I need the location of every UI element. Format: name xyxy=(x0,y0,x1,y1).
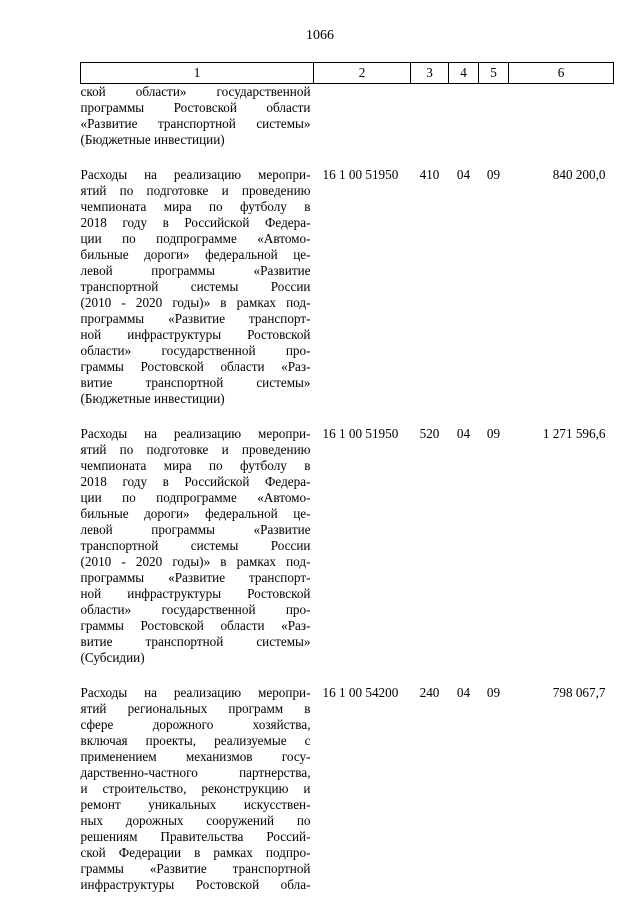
expense-description xyxy=(81,685,314,893)
amount-value: 840 200,0 xyxy=(552,167,606,182)
subsection-code: 09 xyxy=(486,426,501,441)
description-line: ции по подпрограмме «Автомо- xyxy=(80,231,311,246)
description-line: 2018 году в Российской Федера- xyxy=(80,215,311,230)
description-line: применением механизмов госу- xyxy=(80,749,311,764)
description-line: программы Ростовской области xyxy=(80,100,311,115)
description-line: и строительство, реконструкцию и xyxy=(80,781,311,796)
description-line: чемпионата мира по футболу в xyxy=(80,199,311,214)
description-line: сфере дорожного хозяйства, xyxy=(80,717,311,732)
description-line: Расходы на реализацию меропри- xyxy=(80,685,311,700)
row-spacer xyxy=(81,666,614,685)
description-line: (Бюджетные инвестиции) xyxy=(80,391,225,406)
budget-table xyxy=(80,62,614,893)
description-line: витие транспортной системы» xyxy=(80,375,311,390)
description-line: (2010 - 2020 годы)» в рамках под- xyxy=(80,295,311,310)
page-number: 1066 xyxy=(306,28,334,43)
description-line: 2018 году в Российской Федера- xyxy=(80,474,311,489)
column-header-3: 3 xyxy=(411,63,449,84)
expense-type-code xyxy=(411,84,449,149)
column-header-1: 1 xyxy=(81,63,314,84)
description-line: (Субсидии) xyxy=(80,650,145,665)
expense-description xyxy=(81,426,314,666)
expense-description xyxy=(81,84,314,149)
description-line: ной инфраструктуры Ростовской xyxy=(80,327,311,342)
section-code: 04 xyxy=(456,426,471,441)
amount-value: 798 067,7 xyxy=(552,685,606,700)
amount-value xyxy=(509,84,614,149)
description-line: левой программы «Развитие xyxy=(80,263,311,278)
description-line: транспортной системы России xyxy=(80,279,311,294)
description-line: ской Федерации в рамках подпро- xyxy=(80,845,311,860)
target-article-code xyxy=(314,84,411,149)
description-line: области» государственной про- xyxy=(80,343,311,358)
column-header-5: 5 xyxy=(479,63,509,84)
description-line: области» государственной про- xyxy=(80,602,311,617)
description-line: витие транспортной системы» xyxy=(80,634,311,649)
description-line: Расходы на реализацию меропри- xyxy=(80,167,311,182)
table-body xyxy=(81,84,614,894)
expense-type-code: 240 xyxy=(419,685,440,700)
description-line: дарственно-частного партнерства, xyxy=(80,765,311,780)
description-line: ных дорожных сооружений по xyxy=(80,813,311,828)
table-row xyxy=(81,426,614,666)
target-article-code: 16 1 00 51950 xyxy=(322,426,399,441)
column-header-2: 2 xyxy=(314,63,411,84)
column-header-6: 6 xyxy=(509,63,614,84)
description-line: ной инфраструктуры Ростовской xyxy=(80,586,311,601)
table-header-row xyxy=(81,63,614,84)
description-line: (Бюджетные инвестиции) xyxy=(80,132,225,147)
description-line: решениям Правительства Россий- xyxy=(80,829,311,844)
description-line: граммы Ростовской области «Раз- xyxy=(80,359,311,374)
description-line: ятий по подготовке и проведению xyxy=(80,183,311,198)
description-line: ремонт уникальных искусствен- xyxy=(80,797,311,812)
description-line: чемпионата мира по футболу в xyxy=(80,458,311,473)
row-spacer xyxy=(81,148,614,167)
description-line: ской области» государственной xyxy=(80,84,311,99)
expense-type-code: 520 xyxy=(419,426,440,441)
section-code xyxy=(449,84,479,149)
table-row xyxy=(81,167,614,407)
description-line: «Развитие транспортной системы» xyxy=(80,116,311,131)
table-row xyxy=(81,685,614,893)
amount-value: 1 271 596,6 xyxy=(542,426,606,441)
description-line: программы «Развитие транспорт- xyxy=(80,570,311,585)
description-line: бильные дороги» федеральной це- xyxy=(80,247,311,262)
section-code: 04 xyxy=(456,167,471,182)
description-line: (2010 - 2020 годы)» в рамках под- xyxy=(80,554,311,569)
subsection-code xyxy=(479,84,509,149)
description-line: Расходы на реализацию меропри- xyxy=(80,426,311,441)
subsection-code: 09 xyxy=(486,167,501,182)
description-line: ятий по подготовке и проведению xyxy=(80,442,311,457)
description-line: левой программы «Развитие xyxy=(80,522,311,537)
description-line: ятий региональных программ в xyxy=(80,701,311,716)
description-line: граммы Ростовской области «Раз- xyxy=(80,618,311,633)
column-header-4: 4 xyxy=(449,63,479,84)
target-article-code: 16 1 00 54200 xyxy=(322,685,399,700)
expense-description xyxy=(81,167,314,407)
description-line: бильные дороги» федеральной це- xyxy=(80,506,311,521)
row-spacer xyxy=(81,407,614,426)
section-code: 04 xyxy=(456,685,471,700)
target-article-code: 16 1 00 51950 xyxy=(322,167,399,182)
description-line: включая проекты, реализуемые с xyxy=(80,733,311,748)
description-line: транспортной системы России xyxy=(80,538,311,553)
description-line: инфраструктуры Ростовской обла- xyxy=(80,877,311,892)
subsection-code: 09 xyxy=(486,685,501,700)
description-line: граммы «Развитие транспортной xyxy=(80,861,311,876)
table-row xyxy=(81,84,614,149)
expense-type-code: 410 xyxy=(419,167,440,182)
description-line: программы «Развитие транспорт- xyxy=(80,311,311,326)
description-line: ции по подпрограмме «Автомо- xyxy=(80,490,311,505)
